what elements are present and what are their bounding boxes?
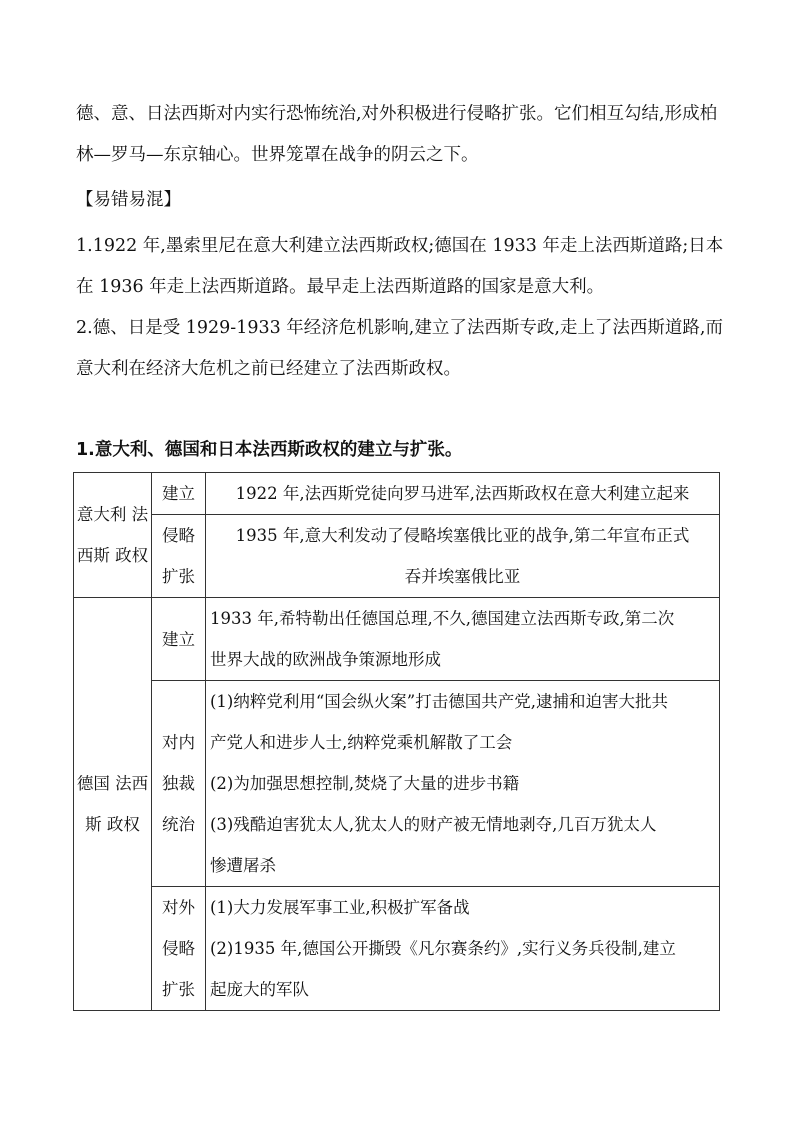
category-cell: 建立 xyxy=(152,473,206,515)
content-cell: (1)纳粹党利用“国会纵火案”打击德国共产党,逮捕和迫害大批共 产党人和进步人士,纳粹党乘机解散了工会 (2)为加强思想控制,焚烧了大量的进步书籍 (3)残酷迫害犹太人,犹太人的财产被无情地剥夺,几百万犹太人 惨遭屠杀 xyxy=(206,681,720,887)
fascism-table xyxy=(73,472,720,1011)
mistake-item-1: 1.1922 年,墨索里尼在意大利建立法西斯政权;德国在 1933 年走上法西斯道路;日本在 1936 年走上法西斯道路。最早走上法西斯道路的国家是意大利。 xyxy=(76,236,724,297)
table-row xyxy=(74,681,720,887)
content-cell: 1935 年,意大利发动了侵略埃塞俄比亚的战争,第二年宣布正式 吞并埃塞俄比亚 xyxy=(206,515,720,598)
table-row xyxy=(74,887,720,1011)
mistake-item-2: 2.德、日是受 1929-1933 年经济危机影响,建立了法西斯专政,走上了法西斯道路,而意大利在经济大危机之前已经建立了法西斯政权。 xyxy=(76,318,723,379)
category-cell: 对内 独裁 统治 xyxy=(152,681,206,887)
category-cell: 侵略 扩张 xyxy=(152,515,206,598)
country-cell-germany: 德国 法西斯 政权 xyxy=(74,598,152,1011)
content-cell: (1)大力发展军事工业,积极扩军备战 (2)1935 年,德国公开撕毁《凡尔赛条约》,实行义务兵役制,建立 起庞大的军队 xyxy=(206,887,720,1011)
table-row xyxy=(74,473,720,515)
category-cell: 对外 侵略 扩张 xyxy=(152,887,206,1011)
country-cell-italy: 意大利 法西斯 政权 xyxy=(74,473,152,598)
table-row xyxy=(74,598,720,681)
intro-paragraph: 德、意、日法西斯对内实行恐怖统治,对外积极进行侵略扩张。它们相互勾结,形成柏林—罗马—东京轴心。世界笼罩在战争的阴云之下。 xyxy=(76,104,718,165)
category-cell: 建立 xyxy=(152,598,206,681)
content-cell: 1933 年,希特勒出任德国总理,不久,德国建立法西斯专政,第二次 世界大战的欧洲战争策源地形成 xyxy=(206,598,720,681)
table-row xyxy=(74,515,720,598)
section-title: 1.意大利、德国和日本法西斯政权的建立与扩张。 xyxy=(76,440,463,460)
content-cell: 1922 年,法西斯党徒向罗马进军,法西斯政权在意大利建立起来 xyxy=(206,473,720,515)
mistakes-heading: 【易错易混】 xyxy=(76,190,181,210)
